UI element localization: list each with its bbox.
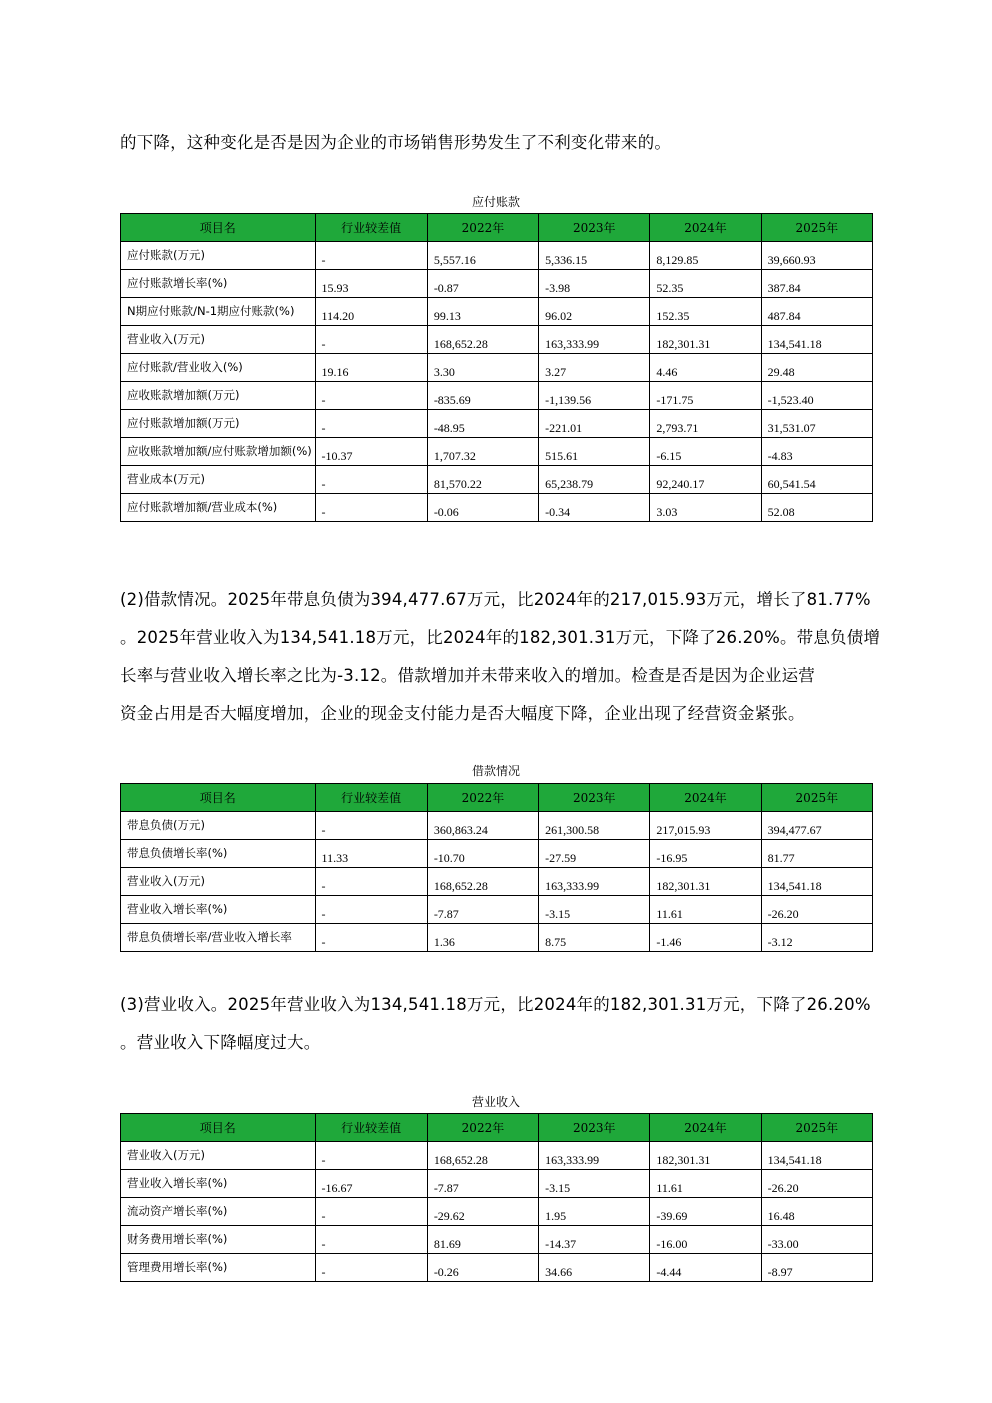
table-cell: 34.66	[539, 1254, 650, 1282]
table-cell: -7.87	[427, 896, 538, 924]
table-row	[121, 1198, 873, 1226]
row-label: 营业收入(万元)	[121, 1142, 316, 1170]
table-cell: 81.77	[761, 840, 872, 868]
text-line: (3)营业收入。2025年营业收入为134,541.18万元，比2024年的182,301.31万元，下降了26.20%	[120, 995, 871, 1014]
table-cell: 4.46	[650, 354, 761, 382]
table-cell: 134,541.18	[761, 868, 872, 896]
table-row	[121, 1254, 873, 1282]
table-cell: 1.36	[427, 924, 538, 952]
column-header: 项目名	[121, 1114, 316, 1142]
table-cell: 65,238.79	[539, 466, 650, 494]
table-cell: -	[315, 1226, 427, 1254]
table-cell: -7.87	[427, 1170, 538, 1198]
text-line: 。营业收入下降幅度过大。	[120, 1033, 321, 1052]
table-cell: 19.16	[315, 354, 427, 382]
row-label: 营业收入增长率(%)	[121, 1170, 316, 1198]
table-cell: 168,652.28	[427, 868, 538, 896]
row-label: 应付账款增加额(万元)	[121, 410, 316, 438]
table-row	[121, 270, 873, 298]
table-cell: -	[315, 326, 427, 354]
table-cell: 52.08	[761, 494, 872, 522]
table-cell: 81.69	[427, 1226, 538, 1254]
table-cell: -39.69	[650, 1198, 761, 1226]
row-label: 营业收入(万元)	[121, 868, 316, 896]
column-header: 2023年	[539, 784, 650, 812]
table-cell: -6.15	[650, 438, 761, 466]
column-header: 2025年	[761, 784, 872, 812]
column-header: 2024年	[650, 214, 761, 242]
table-cell: 92,240.17	[650, 466, 761, 494]
table-cell: -3.12	[761, 924, 872, 952]
table-cell: -29.62	[427, 1198, 538, 1226]
table-cell: -48.95	[427, 410, 538, 438]
row-label: 带息负债增长率(%)	[121, 840, 316, 868]
table-cell: -16.67	[315, 1170, 427, 1198]
table-cell: 387.84	[761, 270, 872, 298]
column-header: 2024年	[650, 784, 761, 812]
table-cell: -10.37	[315, 438, 427, 466]
table-cell: 168,652.28	[427, 326, 538, 354]
column-header: 行业较差值	[315, 1114, 427, 1142]
table-cell: -	[315, 382, 427, 410]
table-cell: 99.13	[427, 298, 538, 326]
table-cell: -0.34	[539, 494, 650, 522]
table-cell: 8,129.85	[650, 242, 761, 270]
intro-paragraph	[120, 124, 895, 162]
column-header: 行业较差值	[315, 214, 427, 242]
table-cell: -	[315, 1142, 427, 1170]
row-label: 应付账款增长率(%)	[121, 270, 316, 298]
payables-caption: 应付账款	[471, 195, 520, 209]
revenue-paragraph	[120, 986, 895, 1062]
table-cell: -14.37	[539, 1226, 650, 1254]
table-cell: -26.20	[761, 1170, 872, 1198]
table-row	[121, 896, 873, 924]
table-cell: 515.61	[539, 438, 650, 466]
table-cell: -	[315, 896, 427, 924]
table-cell: 81,570.22	[427, 466, 538, 494]
table-cell: 3.03	[650, 494, 761, 522]
table-cell: 394,477.67	[761, 812, 872, 840]
table-row	[121, 494, 873, 522]
column-header: 2025年	[761, 214, 872, 242]
borrowing-caption: 借款情况	[471, 764, 520, 778]
table-cell: 163,333.99	[539, 868, 650, 896]
column-header: 2022年	[427, 784, 538, 812]
table-row	[121, 466, 873, 494]
row-label: 应付账款(万元)	[121, 242, 316, 270]
table-cell: 5,336.15	[539, 242, 650, 270]
text-line: 的下降，这种变化是否是因为企业的市场销售形势发生了不利变化带来的。	[120, 133, 672, 152]
table-cell: 60,541.54	[761, 466, 872, 494]
table-cell: -	[315, 1198, 427, 1226]
table-cell: 8.75	[539, 924, 650, 952]
table-row	[121, 1170, 873, 1198]
row-label: 营业收入(万元)	[121, 326, 316, 354]
table-cell: 360,863.24	[427, 812, 538, 840]
row-label: 应付账款/营业收入(%)	[121, 354, 316, 382]
row-label: 应收账款增加额/应付账款增加额(%)	[121, 438, 316, 466]
column-header: 项目名	[121, 214, 316, 242]
table-row	[121, 242, 873, 270]
table-cell: 16.48	[761, 1198, 872, 1226]
table-row	[121, 840, 873, 868]
row-label: N期应付账款/N-1期应付账款(%)	[121, 298, 316, 326]
table-row	[121, 326, 873, 354]
row-label: 带息负债增长率/营业收入增长率	[121, 924, 316, 952]
table-cell: -835.69	[427, 382, 538, 410]
table-cell: -	[315, 410, 427, 438]
table-cell: -	[315, 868, 427, 896]
column-header: 2023年	[539, 1114, 650, 1142]
table-cell: -	[315, 812, 427, 840]
table-cell: -8.97	[761, 1254, 872, 1282]
row-label: 应收账款增加额(万元)	[121, 382, 316, 410]
borrowing-paragraph	[120, 581, 895, 733]
table-cell: -0.26	[427, 1254, 538, 1282]
row-label: 财务费用增长率(%)	[121, 1226, 316, 1254]
table-cell: -1.46	[650, 924, 761, 952]
table-cell: -3.15	[539, 896, 650, 924]
column-header: 2022年	[427, 1114, 538, 1142]
table-row	[121, 382, 873, 410]
borrowing-table	[120, 783, 873, 952]
column-header: 2023年	[539, 214, 650, 242]
row-label: 营业收入增长率(%)	[121, 896, 316, 924]
table-cell: 5,557.16	[427, 242, 538, 270]
table-cell: 11.33	[315, 840, 427, 868]
row-label: 带息负债(万元)	[121, 812, 316, 840]
table-cell: 3.27	[539, 354, 650, 382]
table-cell: -0.06	[427, 494, 538, 522]
column-header: 行业较差值	[315, 784, 427, 812]
table-cell: 152.35	[650, 298, 761, 326]
table-cell: 2,793.71	[650, 410, 761, 438]
table-cell: 11.61	[650, 1170, 761, 1198]
table-row	[121, 438, 873, 466]
table-cell: -3.98	[539, 270, 650, 298]
table-cell: -171.75	[650, 382, 761, 410]
table-cell: 134,541.18	[761, 1142, 872, 1170]
table-cell: 182,301.31	[650, 326, 761, 354]
table-row	[121, 298, 873, 326]
table-cell: 182,301.31	[650, 1142, 761, 1170]
table-cell: -1,523.40	[761, 382, 872, 410]
table-cell: 182,301.31	[650, 868, 761, 896]
row-label: 流动资产增长率(%)	[121, 1198, 316, 1226]
table-cell: 31,531.07	[761, 410, 872, 438]
table-cell: 163,333.99	[539, 326, 650, 354]
payables-table	[120, 213, 873, 522]
header-row	[121, 214, 873, 242]
text-line: 。2025年营业收入为134,541.18万元，比2024年的182,301.31万元，下降了26.20%。带息负债增	[120, 628, 881, 647]
table-cell: -4.44	[650, 1254, 761, 1282]
table-cell: 11.61	[650, 896, 761, 924]
column-header: 项目名	[121, 784, 316, 812]
row-label: 应付账款增加额/营业成本(%)	[121, 494, 316, 522]
table-cell: -27.59	[539, 840, 650, 868]
table-cell: 29.48	[761, 354, 872, 382]
table-cell: 168,652.28	[427, 1142, 538, 1170]
header-row	[121, 1114, 873, 1142]
table-row	[121, 410, 873, 438]
table-cell: 114.20	[315, 298, 427, 326]
table-cell: 487.84	[761, 298, 872, 326]
header-row	[121, 784, 873, 812]
table-cell: 1,707.32	[427, 438, 538, 466]
row-label: 管理费用增长率(%)	[121, 1254, 316, 1282]
table-cell: 1.95	[539, 1198, 650, 1226]
row-label: 营业成本(万元)	[121, 466, 316, 494]
table-cell: 15.93	[315, 270, 427, 298]
table-cell: -10.70	[427, 840, 538, 868]
table-cell: -	[315, 494, 427, 522]
table-row	[121, 354, 873, 382]
column-header: 2024年	[650, 1114, 761, 1142]
table-row	[121, 1142, 873, 1170]
table-cell: -16.95	[650, 840, 761, 868]
table-cell: -	[315, 242, 427, 270]
revenue-table	[120, 1113, 873, 1282]
table-cell: 134,541.18	[761, 326, 872, 354]
table-cell: -16.00	[650, 1226, 761, 1254]
table-cell: 217,015.93	[650, 812, 761, 840]
table-cell: -26.20	[761, 896, 872, 924]
column-header: 2025年	[761, 1114, 872, 1142]
table-cell: 163,333.99	[539, 1142, 650, 1170]
table-cell: -4.83	[761, 438, 872, 466]
table-cell: 52.35	[650, 270, 761, 298]
text-line: (2)借款情况。2025年带息负债为394,477.67万元，比2024年的217,015.93万元，增长了81.77%	[120, 590, 871, 609]
table-cell: -	[315, 924, 427, 952]
table-row	[121, 868, 873, 896]
table-cell: 3.30	[427, 354, 538, 382]
text-line: 长率与营业收入增长率之比为-3.12。借款增加并未带来收入的增加。检查是否是因为企业运营	[120, 666, 815, 685]
table-cell: 96.02	[539, 298, 650, 326]
table-cell: -	[315, 466, 427, 494]
revenue-caption: 营业收入	[471, 1095, 520, 1109]
table-cell: -33.00	[761, 1226, 872, 1254]
table-cell: 261,300.58	[539, 812, 650, 840]
table-row	[121, 924, 873, 952]
table-cell: 39,660.93	[761, 242, 872, 270]
table-row	[121, 812, 873, 840]
table-cell: -1,139.56	[539, 382, 650, 410]
column-header: 2022年	[427, 214, 538, 242]
table-cell: -0.87	[427, 270, 538, 298]
table-cell: -221.01	[539, 410, 650, 438]
table-row	[121, 1226, 873, 1254]
text-line: 资金占用是否大幅度增加，企业的现金支付能力是否大幅度下降，企业出现了经营资金紧张。	[120, 704, 805, 723]
table-cell: -3.15	[539, 1170, 650, 1198]
table-cell: -	[315, 1254, 427, 1282]
